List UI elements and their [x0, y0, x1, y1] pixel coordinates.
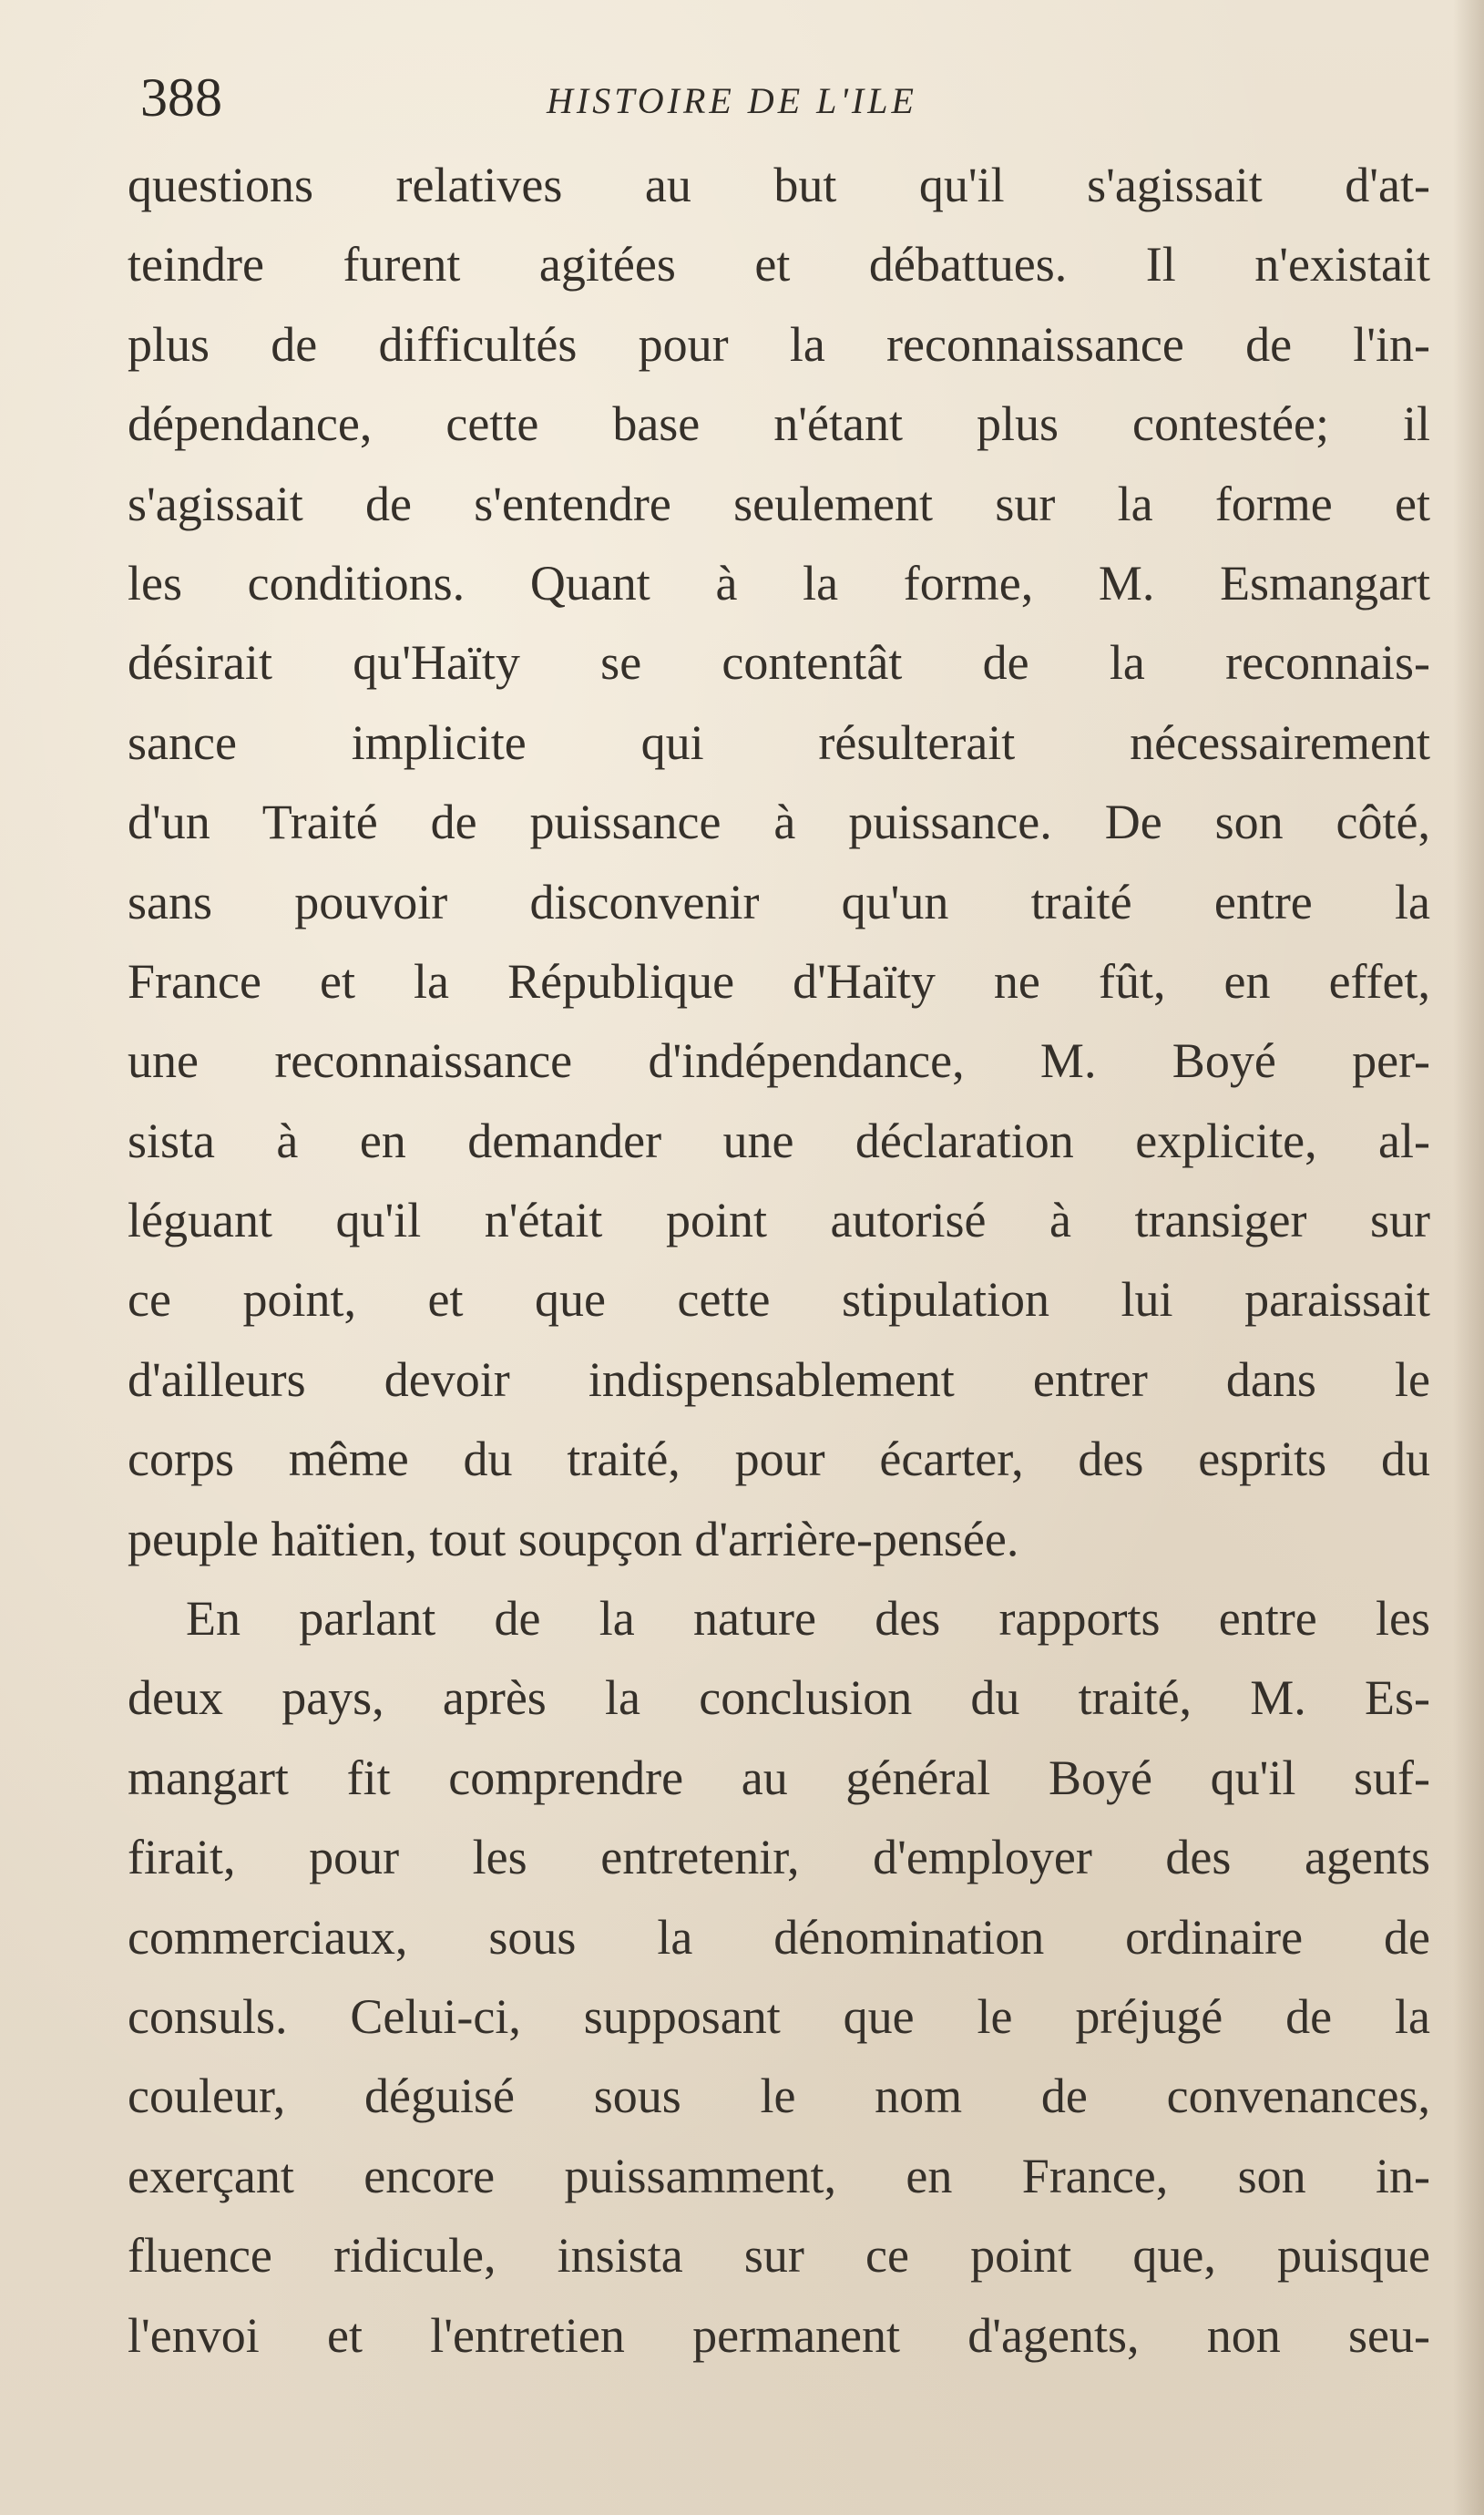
paragraph-first-line: En parlant de la nature des rapports entre les [186, 1591, 1430, 1647]
text-line: ce point, et que cette stipulation lui paraissait [128, 1272, 1430, 1328]
text-line: désirait qu'Haïty se contentât de la reconnais- [128, 635, 1430, 691]
text-line: questions relatives au but qu'il s'agissait d'at- [128, 158, 1430, 212]
text-line: l'envoi et l'entretien permanent d'agents, non seu- [128, 2307, 1430, 2363]
text-line: d'ailleurs devoir indispensablement entrer dans le [128, 1351, 1430, 1407]
text-line: s'agissait de s'entendre seulement sur la forme et [128, 476, 1430, 531]
text-line: sance implicite qui résulterait nécessairement [128, 714, 1430, 770]
text-line: firait, pour les entretenir, d'employer des agents [128, 1830, 1430, 1885]
text-line: mangart fit comprendre au général Boyé qu'il suf- [128, 1750, 1430, 1805]
running-head: HISTOIRE DE L'ILE [547, 80, 917, 121]
text-line: fluence ridicule, insista sur ce point que, puisque [128, 2228, 1430, 2284]
text-line: plus de difficultés pour la reconnaissance de l'in- [128, 316, 1430, 372]
text-line: exerçant encore puissamment, en France, son in- [128, 2148, 1430, 2203]
text-line: couleur, déguisé sous le nom de convenances, [128, 2068, 1430, 2124]
text-line: corps même du traité, pour écarter, des esprits du [128, 1432, 1430, 1487]
page-header [137, 56, 1430, 139]
paragraph-last-line: peuple haïtien, tout soupçon d'arrière-pensée. [128, 1511, 1019, 1566]
text-line: une reconnaissance d'indépendance, M. Boyé per- [128, 1033, 1430, 1089]
text-line: dépendance, cette base n'étant plus contestée; il [128, 396, 1430, 452]
body-text [128, 146, 1430, 2376]
text-line: deux pays, après la conclusion du traité, M. Es- [128, 1670, 1430, 1726]
text-line: consuls. Celui-ci, supposant que le préjugé de la [128, 1988, 1430, 2044]
text-line: les conditions. Quant à la forme, M. Esmangart [128, 555, 1430, 611]
text-line: sans pouvoir disconvenir qu'un traité entre la [128, 874, 1430, 929]
text-line: sista à en demander une déclaration explicite, al- [128, 1113, 1430, 1168]
text-line: d'un Traité de puissance à puissance. De son côté, [128, 795, 1430, 850]
text-line: léguant qu'il n'était point autorisé à transiger sur [128, 1193, 1430, 1248]
text-line: teindre furent agitées et débattues. Il n'existait [128, 237, 1430, 293]
text-line: France et la République d'Haïty ne fût, en effet, [128, 953, 1430, 1009]
page-number: 388 [140, 67, 222, 128]
text-line: commerciaux, sous la dénomination ordinaire de [128, 1909, 1430, 1965]
